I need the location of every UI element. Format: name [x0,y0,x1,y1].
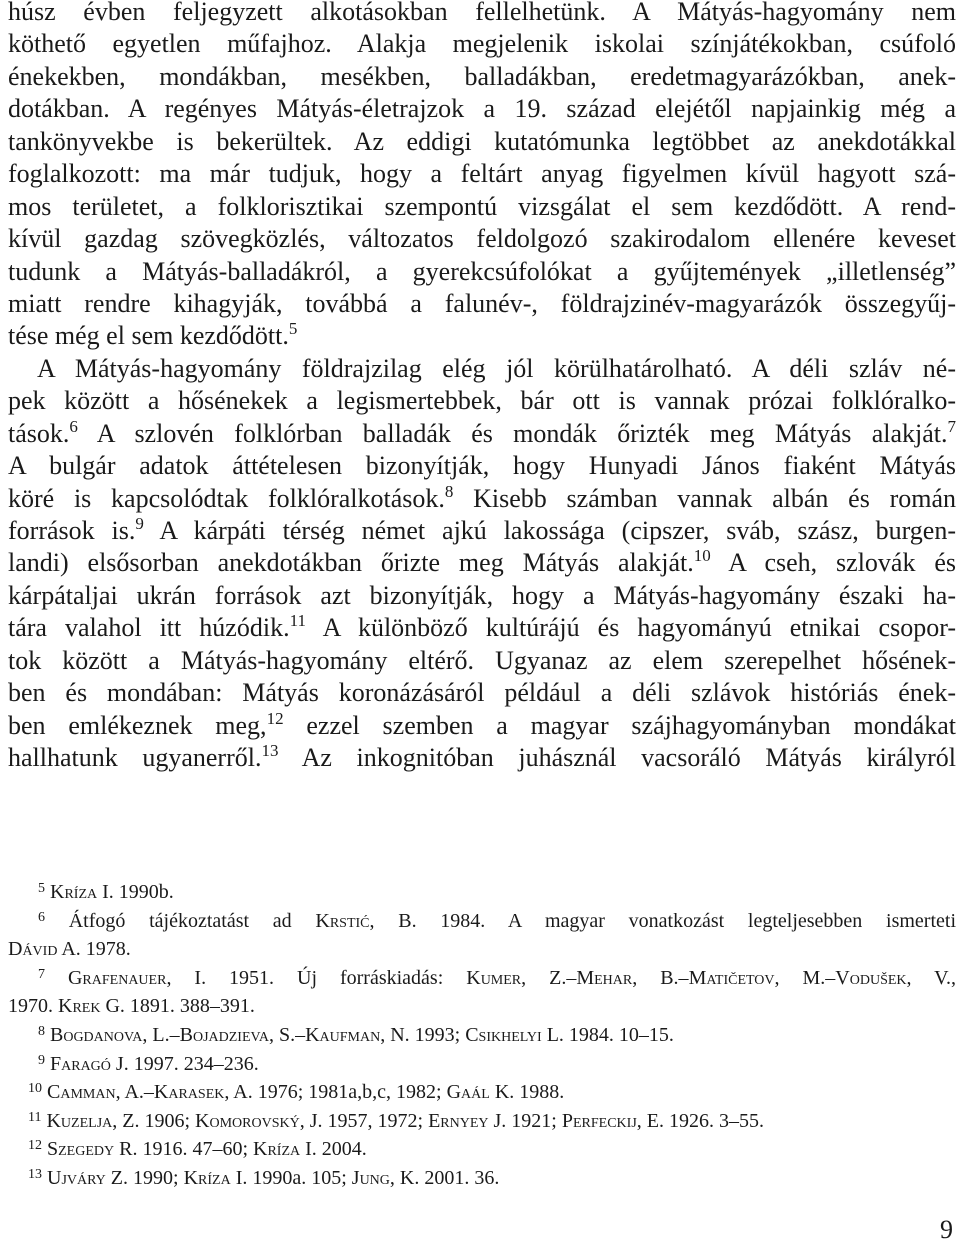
text-line: tások.$^6$ A szlovén folklórban balladák és mondák őrizték meg Mátyás alakját.$^7$ [8,416,956,448]
text-line: kívül gazdag szövegközlés, változatos feldolgozó szakirodalom ellenére keveset [8,224,956,254]
text-line: hallhatunk ugyanerről.$^{13}$ Az inkognitóban juhásznál vacsoráló Mátyás királyról [8,741,956,773]
text-line: ben emlékeznek meg,$^{12}$ ezzel szemben a magyar szájhagyományban mondákat [8,708,957,740]
footnotes [8,878,956,1193]
text-line: ben és mondában: Mátyás koronázásáról például a déli szlávok históriás ének- [8,678,956,708]
footnote-ref: 5 [288,319,298,339]
footnote-ref: 7 [947,416,956,436]
text-line: dotákban. A regényes Mátyás-életrajzok a 19. század elejétől napjainkig még a [8,94,956,124]
footnote-number: 13 [28,1166,42,1182]
footnote-number: 12 [28,1138,42,1154]
text-line: tok között a Mátyás-hagyomány eltérő. Ugyanaz az elem szerepelhet hősének- [8,645,956,675]
text-line: köthető egyetlen műfajhoz. Alakja megjelenik iskolai színjátékokban, csúfoló [8,29,956,59]
footnote-9: $^9$ Faragó J. 1997. 234–236. [38,1052,259,1075]
text-line: A bulgár adatok áttételesen bizonyítják, hogy Hunyadi János fiaként Mátyás [8,451,956,481]
footnote-8: $^8$ Bogdanova, L.–Bojadzieva, S.–Kaufman, N. 1993; Csikhelyi L. 1984. 10–15. [38,1023,674,1046]
footnote-ref: 9 [135,514,144,533]
footnote-6-continued: Dávid A. 1978. [8,938,131,961]
text-line: tése még el sem kezdődött.$^5$ [8,319,298,351]
footnote-7-continued: 1970. Krek G. 1891. 388–391. [8,995,255,1018]
footnote-ref: 8 [444,481,454,501]
paragraph-first-line: A Mátyás-hagyomány földrajzilag elég jól körülhatárolható. A déli szláv né- [37,353,956,383]
text-line: tára valahol itt húzódik.$^{11}$ A különböző kultúrájú és hagyományú etnikai csopor- [8,611,956,643]
page-number: 9 [940,1215,953,1244]
text-line: pek között a hősénekek a legismertebbek, bár ott is vannak prózai folklóralko- [8,386,956,416]
text-line: énekekben, mondákban, mesékben, balladákban, eredetmagyarázókban, anek- [8,61,956,91]
text-line: miatt rendre kihagyják, továbbá a falunév-, földrajzinév-magyarázók összegyűj- [8,288,956,318]
footnote-7: $^7$ Grafenauer, I. 1951. Új forráskiadás: Kumer, Z.–Mehar, B.–Matičetov, M.–Vodušek, V., [38,966,957,989]
footnote-5: $^5$ Kríza I. 1990b. [38,881,174,903]
footnote-6: $^6$ Átfogó tájékoztatást ad Krstić, B. 1984. A magyar vonatkozást legteljesebben ismerteti [38,909,957,932]
text-line: kárpátaljai ukrán források azt bizonyítják, hogy a Mátyás-hagyomány északi ha- [8,580,956,610]
footnote-11: $^{11}$ Kuzelja, Z. 1906; Komorovský, J. 1957, 1972; Ernyey J. 1921; Perfeckij, E. 1926. 3–55. [28,1109,764,1132]
footnote-number: 5 [38,881,45,896]
footnote-number: 11 [28,1109,42,1125]
footnote-number: 6 [38,909,45,925]
footnote-10: $^{10}$ Camman, A.–Karasek, A. 1976; 1981a,b,c, 1982; Gaál K. 1988. [28,1081,565,1104]
footnote-ref: 13 [261,741,279,761]
text-line: köré is kapcsolódtak folklóralkotások.$^8$ Kisebb számban vannak albán és román [8,481,956,513]
footnote-number: 8 [38,1023,45,1039]
text-line: források is.$^9$ A kárpáti térség német ajkú lakossága (cipszer, sváb, szász, burgen- [8,514,956,545]
footnote-ref: 6 [69,416,78,436]
main-text [8,0,956,775]
footnote-number: 7 [38,966,45,982]
footnote-ref: 12 [266,708,284,728]
footnote-ref: 11 [289,611,306,631]
footnote-13: $^{13}$ Ujváry Z. 1990; Kríza I. 1990a. 105; Jung, K. 2001. 36. [28,1166,500,1189]
text-line: landi) elsősorban anekdotákban őrizte meg Mátyás alakját.$^{10}$ A cseh, szlovák és [8,546,957,578]
footnote-number: 10 [28,1081,42,1097]
text-line: foglalkozott: ma már tudjuk, hogy a feltárt anyag figyelmen kívül hagyott szá- [8,159,956,189]
text-line: tankönyvekbe is bekerültek. Az eddigi kutatómunka legtöbbet az anekdotákkal [8,126,956,156]
footnote-number: 9 [38,1052,45,1068]
text-line: mos területet, a folklorisztikai szempontú vizsgálat el sem kezdődött. A rend- [8,191,956,221]
footnote-12: $^{12}$ Szegedy R. 1916. 47–60; Kríza I. 2004. [28,1138,367,1161]
text-line: húsz évben feljegyzett alkotásokban fellelhetünk. A Mátyás-hagyomány nem [8,0,956,26]
footnote-ref: 10 [693,546,711,566]
text-line: tudunk a Mátyás-balladákról, a gyerekcsúfolókat a gyűjtemények „illetlenség” [8,256,956,286]
